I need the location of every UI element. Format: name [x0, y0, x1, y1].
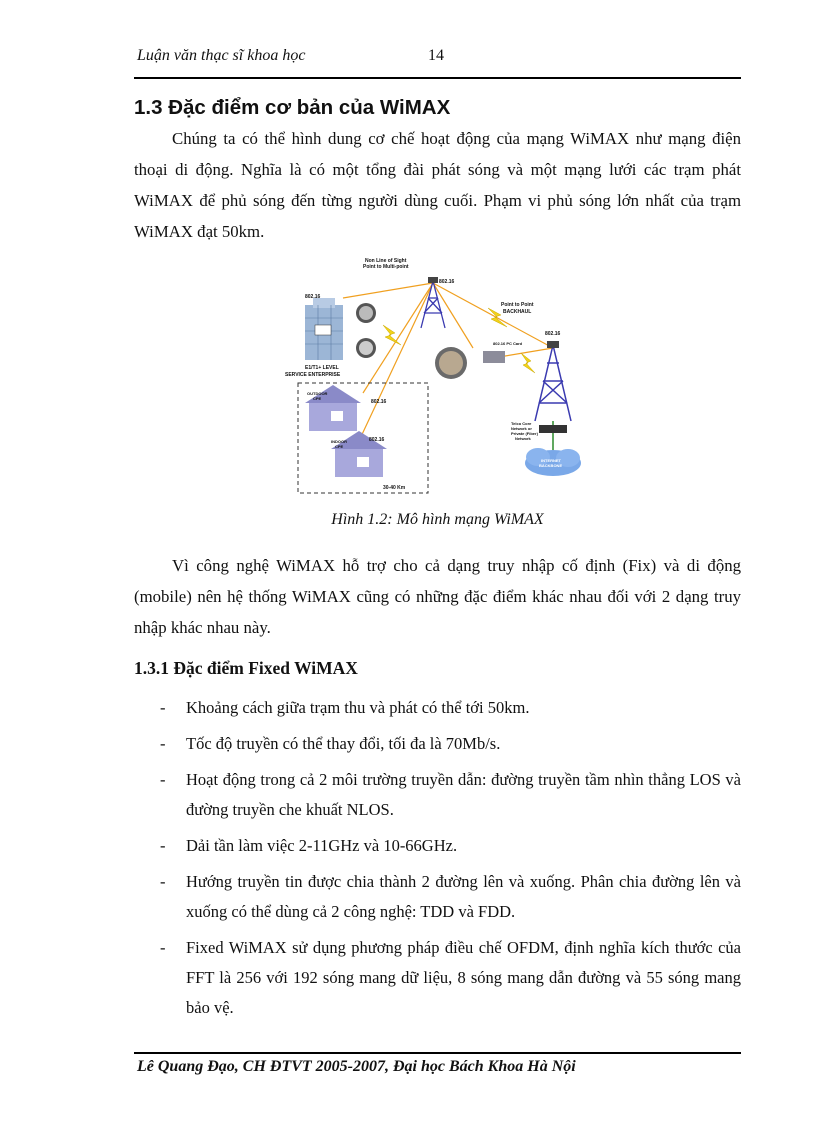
- label-house-1: 802.16: [371, 399, 387, 405]
- footer-divider: [134, 1052, 741, 1054]
- list-item: - Khoảng cách giữa trạm thu và phát có thể tới 50km.: [160, 698, 530, 717]
- label-house-2: 802.16: [369, 437, 385, 443]
- page-number: 14: [428, 47, 444, 64]
- label-internet-2: BACKBONE: [539, 463, 563, 468]
- telco-switch: [539, 425, 567, 433]
- section-heading: 1.3 Đặc điểm cơ bản của WiMAX: [134, 96, 451, 119]
- list-item: - Fixed WiMAX sử dụng phương pháp điều chế OFDM, định nghĩa kích thước của FFT là 256 với 192 sóng mang dữ liệu, 8 sóng mang dẫn đường và 55 sóng mang bảo vệ.: [160, 938, 741, 1017]
- subsection-heading: 1.3.1 Đặc điểm Fixed WiMAX: [134, 658, 358, 678]
- label-backhaul: BACKHAUL: [503, 309, 532, 315]
- list-item: - Tốc độ truyền có thể thay đổi, tối đa là 70Mb/s.: [160, 734, 501, 753]
- figure-caption: Hình 1.2: Mô hình mạng WiMAX: [331, 511, 544, 528]
- label-internet-1: INTERNET: [541, 458, 561, 463]
- label-tower-2: 802.16: [545, 331, 561, 337]
- label-indoor: INDOOR: [331, 439, 347, 444]
- label-telco-2: Network or: [511, 426, 532, 431]
- label-e1: E1/T1+ LEVEL: [305, 365, 339, 371]
- wimax-network-diagram: [283, 253, 603, 498]
- header-title: Luận văn thạc sĩ khoa học: [137, 47, 306, 64]
- label-telco-1: Telco Core: [511, 421, 532, 426]
- list-item: - Hướng truyền tin được chia thành 2 đường lên và xuống. Phân chia đường lên và xuống có thể dùng cả 2 công nghệ: TDD và FDD.: [160, 872, 741, 921]
- footer-text: Lê Quang Đạo, CH ĐTVT 2005-2007, Đại học Bách Khoa Hà Nội: [137, 1058, 576, 1075]
- enterprise-building-icon: [305, 298, 343, 360]
- label-ptp: Point to Point: [501, 302, 534, 308]
- label-outdoor: OUTDOOR: [307, 391, 328, 396]
- list-item: - Dải tần làm việc 2-11GHz và 10-66GHz.: [160, 836, 458, 855]
- label-nlos: Non Line of Sight: [365, 258, 407, 264]
- fixed-wimax-bullet-list: [160, 693, 741, 1029]
- label-telco-4: Network: [515, 436, 531, 441]
- laptop-icon: [483, 351, 505, 363]
- header-divider: [134, 77, 741, 79]
- label-tower-1: 802.16: [439, 279, 455, 285]
- label-telco-3: Private (Fiber): [511, 431, 538, 436]
- user-photo-icons: [356, 303, 467, 379]
- backhaul-tower-icon: [535, 341, 571, 421]
- label-pc-card: 802.16 PC Card: [493, 341, 523, 346]
- list-item: - Hoạt động trong cả 2 môi trường truyền dẫn: đường truyền tầm nhìn thẳng LOS và đường truyền che khuất NLOS.: [160, 770, 741, 819]
- paragraph-intro: Chúng ta có thể hình dung cơ chế hoạt động của mạng WiMAX như mạng điện thoại di động. Nghĩa là có một tổng đài phát sóng và một mạng lưới các trạm phát WiMAX để phủ sóng đến từng người dùng cuối. Phạm vi phủ sóng lớn nhất của trạm WiMAX đạt 50km.: [134, 129, 741, 241]
- label-nlos-2: Point to Multi-point: [363, 264, 409, 270]
- paragraph-access-types: Vì công nghệ WiMAX hỗ trợ cho cả dạng truy nhập cố định (Fix) và di động (mobile) nên hệ thống WiMAX cũng có những đặc điểm khác nhau đối với 2 dạng truy nhập khác nhau này.: [134, 556, 741, 637]
- label-cpe-2: CPE: [335, 444, 344, 449]
- label-building: 802.16: [305, 294, 321, 300]
- label-range: 30-40 Km: [383, 485, 406, 491]
- label-enterprise: SERVICE ENTERPRISE: [285, 372, 341, 378]
- label-cpe-1: CPE: [313, 396, 322, 401]
